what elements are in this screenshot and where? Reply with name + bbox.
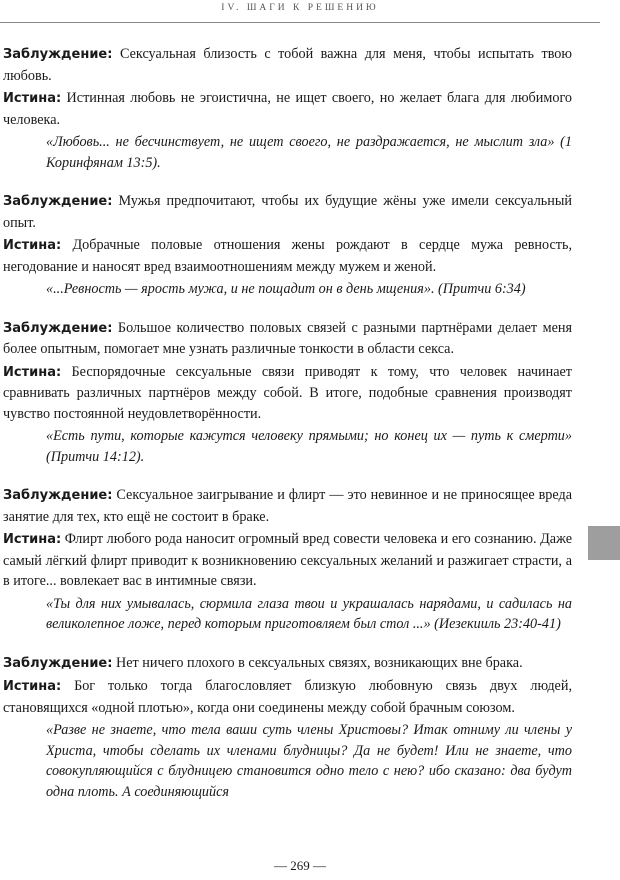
truth-text: Беспорядочные сексуальные связи приводят к тому, что человек начинает сравнивать различных партнёров между собой. В итоге, подобные сравнения производят чувство постоянной неудовлетворённости. <box>3 363 572 422</box>
scripture-quote <box>46 720 572 802</box>
myth-text: Большое количество половых связей с разными партнёрами делает меня более опытным, помогает мне узнать различные тонкости в области секса. <box>3 319 572 357</box>
myth-paragraph <box>3 44 572 86</box>
quote-text: «Разве не знаете, что тела ваши суть члены Христовы? Итак отниму ли члены у Христа, чтобы сделать их членами блудницы? Да не будет! Или не знаете, что совокупляющийся с блудницею становится одно тело с нею? ибо сказано: два будут одна плоть. А соединяющийся <box>46 722 572 800</box>
myth-label: Заблуждение: <box>3 47 113 62</box>
page-number: — 269 — <box>274 858 326 873</box>
myth-truth-block-4 <box>3 485 572 635</box>
truth-text: Истинная любовь не эгоистична, не ищет своего, но желает блага для любимого человека. <box>3 90 572 128</box>
running-header: IV. ШАГИ К РЕШЕНИЮ <box>221 3 379 13</box>
chapter-thumb-tab <box>588 526 620 560</box>
truth-text: Флирт любого рода наносит огромный вред совести человека и его сознанию. Даже самый лёгкий флирт приводит к возникновению сексуальных желаний и разжигает страсти, а в итоге... вовлекает вас в интимные связи. <box>3 531 572 589</box>
truth-text: Добрачные половые отношения жены рождают в сердце мужа ревность, негодование и наносят вред взаимоотношениям между мужем и женой. <box>3 237 572 275</box>
myth-label: Заблуждение: <box>3 655 113 671</box>
truth-label: Истина: <box>3 91 62 106</box>
truth-paragraph <box>3 676 572 718</box>
myth-paragraph <box>3 318 572 360</box>
truth-label: Истина: <box>3 532 62 547</box>
myth-text: Нет ничего плохого в сексуальных связях, возникающих вне брака. <box>112 654 523 671</box>
myth-label: Заблуждение: <box>3 194 113 209</box>
scripture-quote <box>46 279 572 300</box>
myth-paragraph <box>3 653 572 675</box>
quote-reference: (Притчи 6:34) <box>434 281 526 297</box>
truth-label: Истина: <box>3 364 62 380</box>
truth-label: Истина: <box>3 679 62 694</box>
quote-text: «Любовь... не бесчинствует, не ищет своего, не раздражается, не мыслит зла» <box>46 134 555 150</box>
page-content <box>3 44 572 820</box>
myth-truth-block-3 <box>3 318 572 468</box>
myth-truth-block-2 <box>3 191 572 300</box>
myth-paragraph <box>3 191 572 233</box>
myth-paragraph <box>3 485 572 527</box>
truth-paragraph <box>3 362 572 425</box>
quote-reference: (Иезекииль 23:40-41) <box>430 616 561 632</box>
scripture-quote <box>46 132 572 173</box>
myth-truth-block-5 <box>3 653 572 803</box>
quote-text: «Есть пути, которые кажутся человеку прямыми; но конец их — путь к смерти» <box>46 428 572 444</box>
myth-text: Мужья предпочитают, чтобы их будущие жёны уже имели сексуальный опыт. <box>3 193 572 231</box>
truth-label: Истина: <box>3 238 62 253</box>
truth-paragraph <box>3 235 572 277</box>
truth-paragraph <box>3 529 572 592</box>
quote-reference: (1 Коринфянам 13:5). <box>46 134 572 171</box>
myth-label: Заблуждение: <box>3 488 113 503</box>
truth-text: Бог только тогда благословляет близкую любовную связь двух людей, становящихся «одной плотью», когда они соединены между собой брачным союзом. <box>3 678 572 716</box>
quote-text: «...Ревность — ярость мужа, и не пощадит он в день мщения». <box>46 281 435 297</box>
myth-text: Сексуальное заигрывание и флирт — это невинное и не приносящее вреда занятие для тех, кто ещё не состоит в браке. <box>3 487 572 525</box>
header-rule <box>0 22 600 23</box>
myth-truth-block-1 <box>3 44 572 173</box>
quote-reference: (Притчи 14:12). <box>46 448 145 465</box>
scripture-quote <box>46 594 572 635</box>
myth-label: Заблуждение: <box>3 320 113 336</box>
quote-text: «Ты для них умывалась, сюрмила глаза твои и украшалась нарядами, и садилась на великолепное ложе, перед которым приготовляем был стол ...» <box>46 595 572 632</box>
truth-paragraph <box>3 88 572 130</box>
myth-text: Сексуальная близость с тобой важна для меня, чтобы испытать твою любовь. <box>3 46 572 84</box>
scripture-quote <box>46 426 572 467</box>
